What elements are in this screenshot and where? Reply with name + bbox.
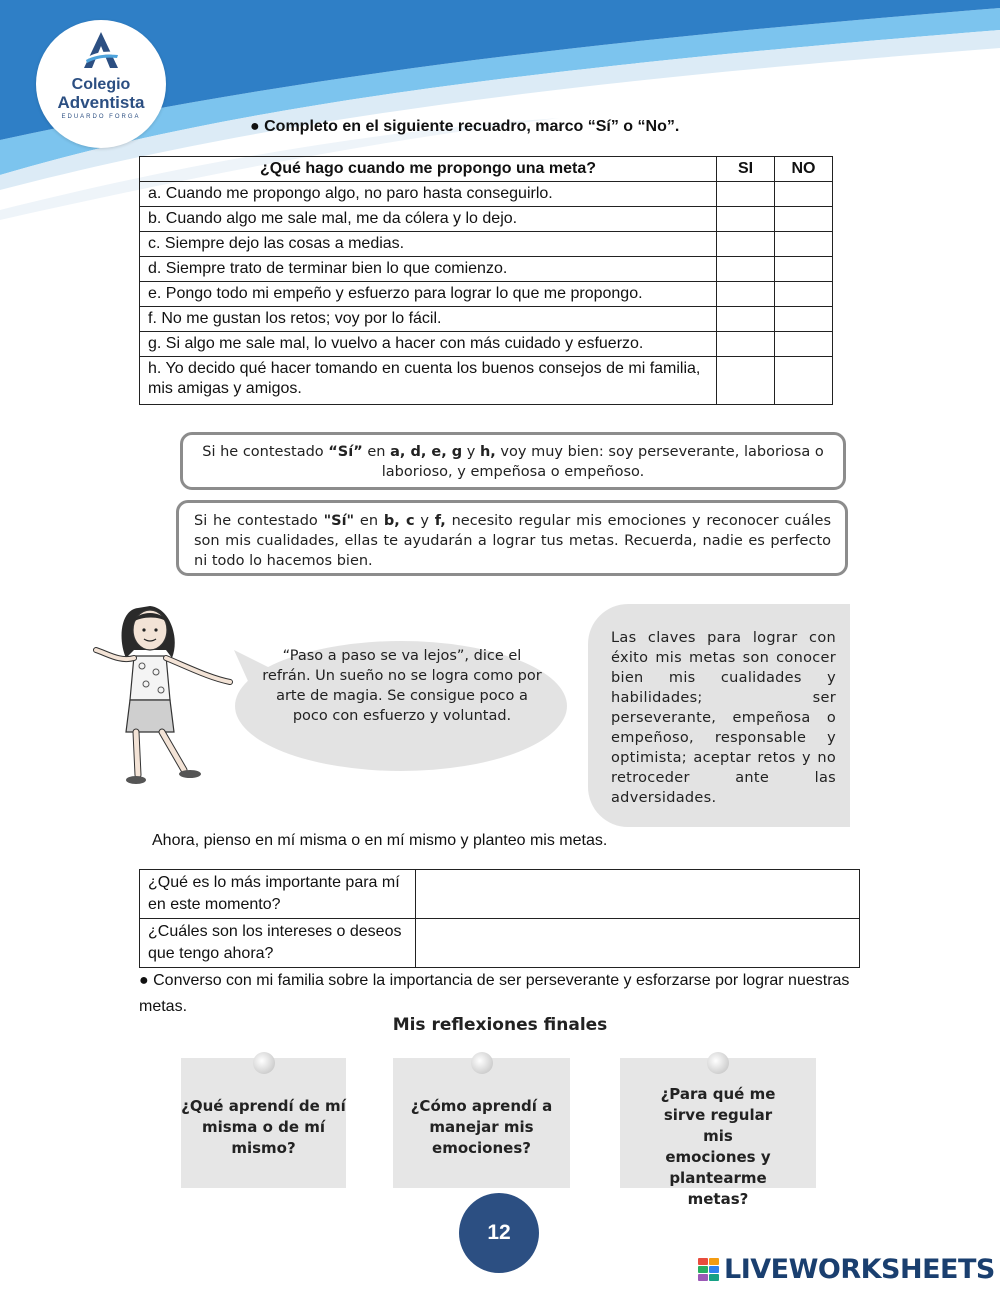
- row-statement: g. Si algo me sale mal, lo vuelvo a hacer con más cuidado y esfuerzo.: [140, 332, 717, 357]
- page-number: 12: [459, 1193, 539, 1273]
- table-row: [140, 257, 833, 282]
- table-row: [140, 182, 833, 207]
- header-no: NO: [775, 157, 833, 182]
- si-answer-cell[interactable]: [717, 332, 775, 357]
- instruction-plan-goals: Ahora, pienso en mí misma o en mí mismo y planteo mis metas.: [152, 832, 608, 849]
- reflection-note-manage-emotions[interactable]: [393, 1058, 570, 1188]
- pushpin-icon: [253, 1052, 275, 1074]
- row-statement: c. Siempre dejo las cosas a medias.: [140, 232, 717, 257]
- logo-a-icon: [80, 30, 122, 72]
- liveworksheets-logo-icon: [698, 1258, 720, 1282]
- table-row: [140, 919, 860, 968]
- goals-yes-no-table: [139, 156, 833, 405]
- no-answer-cell[interactable]: [775, 307, 833, 332]
- box1-si: “Sí”: [328, 444, 363, 460]
- box2-si: "Sí": [323, 513, 355, 529]
- note-text: ¿Qué aprendí de mí misma o de mí mismo?: [181, 1097, 346, 1157]
- si-answer-cell[interactable]: [717, 207, 775, 232]
- note-text: ¿Para qué me sirve regular mis emociones y plantearme metas?: [660, 1085, 776, 1208]
- box2-text-mid: en: [354, 513, 384, 529]
- logo-line-eduardo-forga: EDUARDO FORGA: [61, 114, 141, 120]
- table-row: [140, 207, 833, 232]
- box2-last-letter: f,: [434, 513, 446, 529]
- si-answer-cell[interactable]: [717, 357, 775, 405]
- si-answer-cell[interactable]: [717, 257, 775, 282]
- row-statement: a. Cuando me propongo algo, no paro hasta conseguirlo.: [140, 182, 717, 207]
- row-statement: f. No me gustan los retos; voy por lo fácil.: [140, 307, 717, 332]
- no-answer-cell[interactable]: [775, 357, 833, 405]
- si-answer-cell[interactable]: [717, 182, 775, 207]
- row-statement: d. Siempre trato de terminar bien lo que comienzo.: [140, 257, 717, 282]
- box1-text-post: voy muy bien: soy perseverante, laboriosa o laborioso, y empeñosa o empeñoso.: [381, 444, 824, 480]
- box1-text-pre: Si he contestado: [202, 444, 329, 460]
- question-interests: ¿Cuáles son los intereses o deseos que tengo ahora?: [140, 919, 416, 968]
- answer-interests-field[interactable]: [416, 919, 860, 968]
- logo-line-colegio: Colegio: [71, 76, 131, 93]
- result-box-perseverant: [180, 432, 846, 490]
- box2-text-post: necesito regular mis emociones y reconocer cuáles son mis cualidades, ellas te ayudarán a lograr tus metas. Recuerda, nadie es perfecto ni todo lo hacemos bien.: [194, 513, 831, 569]
- instruction-talk-with-family: ● Converso con mi familia sobre la importancia de ser perseverante y esforzarse por lograr nuestras metas.: [139, 972, 850, 1015]
- liveworksheets-wordmark: LIVEWORKSHEETS: [724, 1254, 995, 1285]
- box2-letters: b, c: [383, 513, 415, 529]
- header-question: ¿Qué hago cuando me propongo una meta?: [140, 157, 717, 182]
- no-answer-cell[interactable]: [775, 182, 833, 207]
- reflections-title: Mis reflexiones finales: [392, 1015, 608, 1035]
- table-row: [140, 232, 833, 257]
- question-most-important: ¿Qué es lo más importante para mí en este momento?: [140, 870, 416, 919]
- si-answer-cell[interactable]: [717, 232, 775, 257]
- table-header-row: [140, 157, 833, 182]
- no-answer-cell[interactable]: [775, 282, 833, 307]
- table-row: [140, 307, 833, 332]
- header-si: SI: [717, 157, 775, 182]
- table-row: [140, 870, 860, 919]
- result-box-regulate-emotions: [176, 500, 848, 576]
- box1-text-y: y: [462, 444, 480, 460]
- table-row: [140, 282, 833, 307]
- table-row: [140, 332, 833, 357]
- pushpin-icon: [707, 1052, 729, 1074]
- speech-bubble-text: “Paso a paso se va lejos”, dice el refrán. Un sueño no se logra como por arte de magia. Se consigue poco a poco con esfuerzo y voluntad.: [262, 648, 542, 724]
- school-logo: [36, 20, 166, 148]
- no-answer-cell[interactable]: [775, 257, 833, 282]
- box1-text-mid: en: [362, 444, 391, 460]
- no-answer-cell[interactable]: [775, 207, 833, 232]
- box2-text-y: y: [414, 513, 435, 529]
- table-row: [140, 357, 833, 405]
- girl-illustration: [90, 600, 240, 792]
- no-answer-cell[interactable]: [775, 332, 833, 357]
- reflection-note-regulate-purpose[interactable]: [620, 1058, 816, 1208]
- instruction-mark-yes-no: ● Completo en el siguiente recuadro, marco “Sí” o “No”.: [250, 118, 680, 135]
- pushpin-icon: [471, 1052, 493, 1074]
- note-text: ¿Cómo aprendí a manejar mis emociones?: [410, 1097, 553, 1157]
- box1-letters: a, d, e, g: [390, 444, 463, 460]
- box1-last-letter: h,: [479, 444, 496, 460]
- box2-text-pre: Si he contestado: [194, 513, 324, 529]
- logo-line-adventista: Adventista: [57, 93, 145, 112]
- reflection-note-learned-about-self[interactable]: [181, 1058, 346, 1188]
- si-answer-cell[interactable]: [717, 307, 775, 332]
- row-statement: b. Cuando algo me sale mal, me da cólera y lo dejo.: [140, 207, 717, 232]
- row-statement: h. Yo decido qué hacer tomando en cuenta los buenos consejos de mi familia, mis amigas y amigos.: [140, 357, 717, 405]
- answer-most-important-field[interactable]: [416, 870, 860, 919]
- row-statement: e. Pongo todo mi empeño y esfuerzo para lograr lo que me propongo.: [140, 282, 717, 307]
- no-answer-cell[interactable]: [775, 232, 833, 257]
- keys-panel-text: Las claves para lograr con éxito mis metas son conocer bien mis cualidades y habilidades; ser perseverante, empeñosa o empeñoso, responsable y optimista; aceptar retos y no retroceder ante las adversidades.: [611, 630, 836, 806]
- personal-goals-table: [139, 869, 860, 968]
- si-answer-cell[interactable]: [717, 282, 775, 307]
